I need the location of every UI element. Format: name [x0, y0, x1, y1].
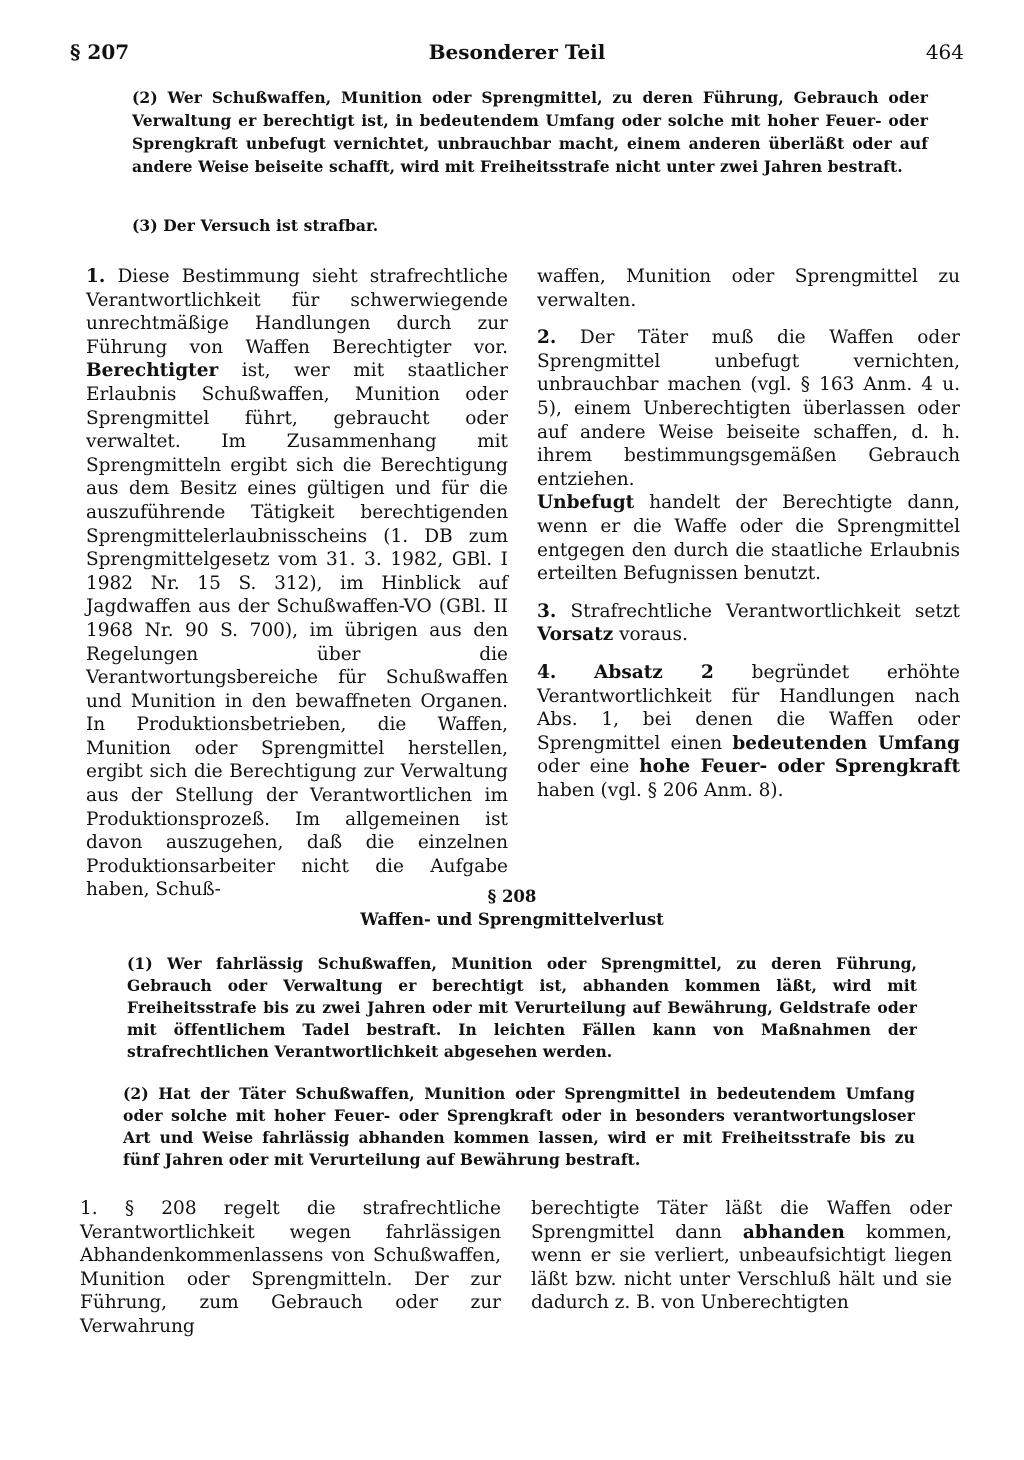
s208-number: § 208 [487, 887, 537, 906]
note-3-number: 3. [537, 600, 557, 622]
commentary-208-note-1-continuation [531, 1197, 952, 1315]
s208-absatz-1 [127, 953, 917, 1063]
note-4-term-3: hohe Feuer- oder Sprengkraft [639, 756, 960, 778]
note-2-second-paragraph [537, 491, 960, 585]
page-header [70, 40, 964, 70]
note-1-continuation: waffen, Munition oder Sprengmittel zu verwalten. [537, 266, 960, 311]
note-1-text-a: Diese Bestimmung sieht strafrechtliche Verantwortlichkeit für schwerwiegende unrechtmäßige Handlungen durch zur Führung von Waffen Berechtigter vor. [86, 266, 508, 358]
note-4-text-a: begründet erhöhte Verantwortlichkeit für Handlungen nach Abs. 1, bei denen die Waffen oder Sprengmittel einen [537, 661, 960, 754]
note-2-number: 2. [537, 327, 557, 349]
note-4-term-1: Absatz 2 [594, 661, 714, 683]
note-2-text-a: Der Täter muß die Waffen oder Sprengmittel unbefugt vernichten, unbrauchbar machen (vgl. § 163 Anm. 4 u. 5), einem Unberechtigten überlassen oder auf andere Weise beiseite schaffen, d. h. ihrem bestimmungsgemäßen Gebrauch entziehen. [537, 327, 960, 490]
note-4-text-b: oder eine [537, 756, 640, 778]
header-section-number: § 207 [70, 40, 130, 64]
s208-title: Waffen- und Sprengmittelverlust [360, 910, 664, 929]
c208-term: abhanden [742, 1221, 845, 1243]
note-1-number: 1. [86, 266, 106, 287]
commentary-208-left-column [80, 1197, 501, 1339]
note-4-number: 4. [537, 661, 557, 683]
commentary-207-left-column [86, 265, 508, 902]
commentary-208-right-column [531, 1197, 952, 1315]
note-1-text-b: ist, wer mit staatlicher Erlaubnis Schußwaffen, Munition oder Sprengmittel führt, gebraucht oder verwaltet. Im Zusammenhang mit Sprengmitteln ergibt sich die Berechtigung aus dem Besitz eines gültigen und für die auszuführende Tätigkeit berechtigenden Sprengmittelerlaubnisscheins (1. DB zum Sprengmittelgesetz vom 31. 3. 1982, GBl. I 1982 Nr. 15 S. 312), im Hinblick auf Jagdwaffen aus der Schußwaffen-VO (GBl. II 1968 Nr. 90 S. 700), im übrigen aus den Regelungen über die Verantwortungsbereiche für Schußwaffen und Munition in den bewaffneten Organen. In Produktionsbetrieben, die Waffen, Munition oder Sprengmittel herstellen, ergibt sich die Berechtigung zur Verwaltung aus der Stellung der Verantwortlichen im Produktionsprozeß. Im allgemeinen ist davon auszugehen, daß die einzelnen Produktionsarbeiter nicht die Aufgabe haben, Schuß- [86, 360, 508, 901]
s208-absatz-2-text: (2) Hat der Täter Schußwaffen, Munition oder Sprengmittel in bedeutendem Umfang oder solche mit hoher Feuer- oder Sprengkraft oder in besonders verantwortungsloser Art und Weise fahrlässig abhanden kommen lassen, wird er mit Freiheitsstrafe bis zu fünf Jahren oder mit Verurteilung auf Bewährung bestraft. [123, 1084, 915, 1169]
note-1 [86, 265, 508, 902]
note-3-term: Vorsatz [537, 624, 614, 646]
c208-text-b: kommen, wenn er sie verliert, unbeaufsichtigt liegen läßt bzw. nicht unter Verschluß hält und sie dadurch z. B. von Unberechtigten [531, 1221, 952, 1314]
note-4 [537, 661, 960, 803]
note-4-term-2: bedeutenden Umfang [732, 732, 960, 754]
note-2-term: Unbefugt [537, 492, 635, 514]
c208-text-a: berechtigte Täter läßt die Waffen oder Sprengmittel dann [531, 1198, 952, 1243]
note-2 [537, 326, 960, 491]
note-3 [537, 600, 960, 647]
s207-absatz-3 [132, 214, 928, 237]
s207-absatz-3-text: (3) Der Versuch ist strafbar. [132, 216, 379, 235]
s208-absatz-1-text: (1) Wer fahrlässig Schußwaffen, Munition oder Sprengmittel, zu deren Führung, Gebrauch oder Verwaltung er berechtigt ist, abhanden kommen läßt, wird mit Freiheitsstrafe bis zu zwei Jahren oder mit Verurteilung auf Bewährung, Geldstrafe oder mit öffentlichem Tadel bestraft. In leichten Fällen kann von Maßnahmen der strafrechtlichen Verantwortlichkeit abgesehen werden. [127, 954, 917, 1061]
note-3-text-a: Strafrechtliche Verantwortlichkeit setzt [556, 600, 960, 622]
commentary-207-right-column [537, 265, 960, 802]
s207-absatz-2 [132, 86, 928, 178]
note-3-text-b: voraus. [613, 624, 688, 646]
commentary-208-note-1: 1. § 208 regelt die strafrechtliche Verantwortlichkeit wegen fahrlässigen Abhandenkommenlassens von Schußwaffen, Munition oder Sprengmitteln. Der zur Führung, zum Gebrauch oder zur Verwahrung [80, 1198, 501, 1337]
header-title: Besonderer Teil [428, 40, 606, 64]
page-number: 464 [925, 40, 964, 64]
s207-absatz-2-text: (2) Wer Schußwaffen, Munition oder Sprengmittel, zu deren Führung, Gebrauch oder Verwaltung er berechtigt ist, in bedeutendem Umfang oder solche mit hoher Feuer- oder Sprengkraft unbefugt vernichtet, unbrauchbar macht, einem anderen überläßt oder auf andere Weise beiseite schafft, wird mit Freiheitsstrafe nicht unter zwei Jahren bestraft. [132, 88, 928, 176]
note-4-text-c: haben (vgl. § 206 Anm. 8). [537, 779, 784, 801]
note-1-term: Berechtigter [86, 360, 219, 382]
note-2-text-b: handelt der Berechtigte dann, wenn er die Waffe oder die Sprengmittel entgegen den durch die staatliche Erlaubnis erteilten Befugnissen benutzt. [537, 492, 960, 585]
s208-absatz-2 [123, 1083, 915, 1171]
